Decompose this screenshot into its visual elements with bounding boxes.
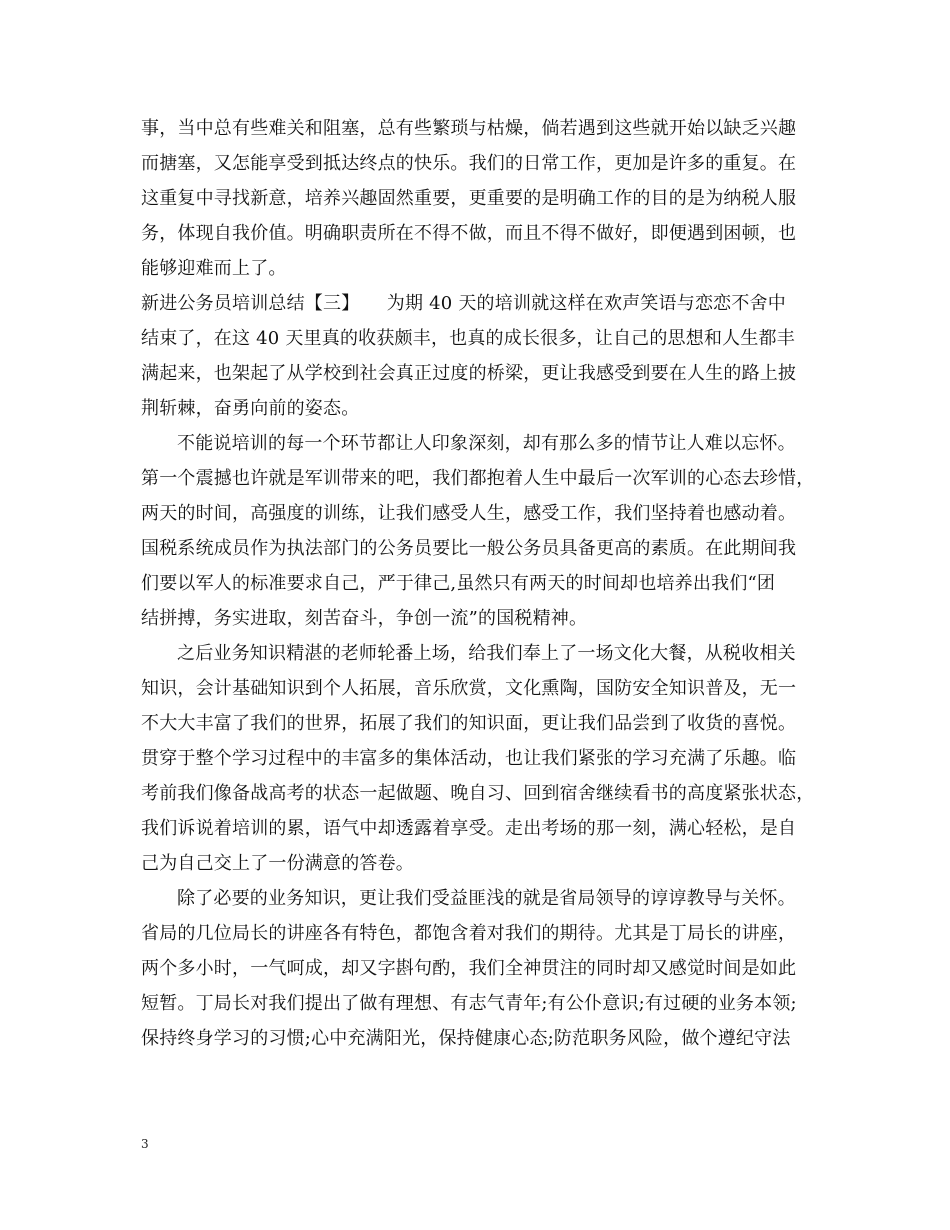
text-line: 国税系统成员作为执法部门的公务员要比一般公务员具备更高的素质。在此期间我	[141, 538, 797, 559]
paragraph-start-line: 除了必要的业务知识，更让我们受益匪浅的就是省局领导的谆谆教导与关怀。	[177, 888, 796, 909]
text-line: 知识，会计基础知识到个人拓展，音乐欣赏，文化熏陶，国防安全知识普及，无一	[141, 678, 797, 699]
text-line: 我们诉说着培训的累，语气中却透露着享受。走出考场的那一刻，满心轻松，是自	[141, 818, 797, 839]
text-line: 结拼搏，务实进取，刻苦奋斗，争创一流”的国税精神。	[141, 608, 588, 629]
text-line: 满起来，也架起了从学校到社会真正过度的桥梁，更让我感受到要在人生的路上披	[141, 363, 797, 384]
page-number: 3	[141, 1137, 149, 1151]
paragraph-start-line: 之后业务知识精湛的老师轮番上场，给我们奉上了一场文化大餐，从税收相关	[177, 643, 796, 664]
text-line: 保持终身学习的习惯;心中充满阳光，保持健康心态;防范职务风险，做个遵纪守法	[141, 1028, 791, 1049]
text-line: 两个多小时，一气呵成，却又字斟句酌，我们全神贯注的同时却又感觉时间是如此	[141, 958, 797, 979]
text-line: 贯穿于整个学习过程中的丰富多的集体活动，也让我们紧张的学习充满了乐趣。临	[141, 748, 797, 769]
text-line: 省局的几位局长的讲座各有特色，都饱含着对我们的期待。尤其是丁局长的讲座，	[141, 923, 797, 944]
text-line: 第一个震撼也许就是军训带来的吧，我们都抱着人生中最后一次军训的心态去珍惜，	[141, 468, 815, 489]
paragraph-start-line: 不能说培训的每一个环节都让人印象深刻，却有那么多的情节让人难以忘怀。	[177, 433, 796, 454]
text-line: 而搪塞，又怎能享受到抵达终点的快乐。我们的日常工作，更加是许多的重复。在	[141, 153, 797, 174]
text-line: 不大大丰富了我们的世界，拓展了我们的知识面，更让我们品尝到了收货的喜悦。	[141, 713, 797, 734]
text-line: 考前我们像备战高考的状态一起做题、晚自习、回到宿舍继续看书的高度紧张状态，	[141, 783, 815, 804]
text-line: 短暂。丁局长对我们提出了做有理想、有志气青年;有公仆意识;有过硬的业务本领;	[141, 993, 797, 1014]
text-line: 己为自己交上了一份满意的答卷。	[141, 853, 414, 874]
text-line: 结束了，在这 40 天里真的收获颇丰，也真的成长很多，让自己的思想和人生都丰	[141, 328, 795, 349]
text-line: 们要以军人的标准要求自己，严于律己,虽然只有两天的时间却也培养出我们“团	[141, 573, 776, 594]
section-heading-line: 新进公务员培训总结【三】 为期 40 天的培训就这样在欢声笑语与恋恋不舍中	[141, 293, 786, 314]
text-line: 能够迎难而上了。	[141, 258, 287, 279]
text-line: 两天的时间，高强度的训练，让我们感受人生，感受工作，我们坚持着也感动着。	[141, 503, 797, 524]
text-line: 这重复中寻找新意，培养兴趣固然重要，更重要的是明确工作的目的是为纳税人服	[141, 188, 797, 209]
text-line: 务，体现自我价值。明确职责所在不得不做，而且不得不做好，即便遇到困顿，也	[141, 223, 797, 244]
text-line: 事，当中总有些难关和阻塞，总有些繁琐与枯燥，倘若遇到这些就开始以缺乏兴趣	[141, 118, 797, 139]
text-line: 荆斩棘，奋勇向前的姿态。	[141, 398, 360, 419]
